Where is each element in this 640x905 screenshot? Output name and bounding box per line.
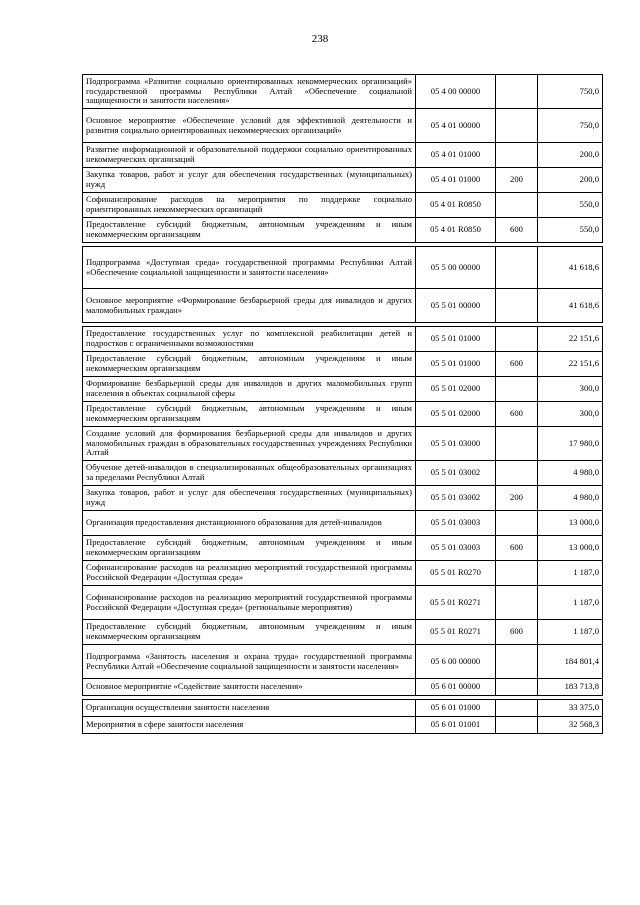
row-vr [496,561,538,586]
row-name: Создание условий для формирования безбарьерной среды для инвалидов и других маломобильных граждан в образовательных государственных учреждениях Республики Алтай [83,427,416,461]
row-vr [496,289,538,323]
row-name: Подпрограмма «Развитие социально ориентированных некоммерческих организаций» государственной программы Республики Алтай «Обеспечение социальной защищенности и занятости населения» [83,75,416,109]
row-amount: 41 618,6 [538,247,603,289]
row-name: Предоставление субсидий бюджетным, автономным учреждениям и иным некоммерческим организациям [83,218,416,243]
table-row [83,561,603,586]
row-name: Закупка товаров, работ и услуг для обеспечения государственных (муниципальных) нужд [83,168,416,193]
table-row [83,620,603,645]
row-code: 05 5 01 03002 [416,461,496,486]
table-row [83,679,603,696]
row-vr: 200 [496,168,538,193]
table-row [83,352,603,377]
row-name: Закупка товаров, работ и услуг для обеспечения государственных (муниципальных) нужд [83,486,416,511]
table-row [83,143,603,168]
row-vr [496,461,538,486]
row-vr: 600 [496,536,538,561]
row-name: Предоставление субсидий бюджетным, автономным учреждениям и иным некоммерческим организациям [83,352,416,377]
row-code: 05 5 01 00000 [416,289,496,323]
row-name: Обучение детей-инвалидов в специализированных общеобразовательных организациях за пределами Республики Алтай [83,461,416,486]
row-vr [496,143,538,168]
row-amount: 200,0 [538,143,603,168]
row-name: Софинансирование расходов на реализацию мероприятий государственной программы Российской Федерации «Доступная среда» (региональные мероприятия) [83,586,416,620]
table-row [83,168,603,193]
row-code: 05 5 01 02000 [416,377,496,402]
row-amount: 550,0 [538,193,603,218]
row-code: 05 5 01 R0270 [416,561,496,586]
row-amount: 300,0 [538,377,603,402]
row-amount: 22 151,6 [538,327,603,352]
row-code: 05 5 01 03000 [416,427,496,461]
row-vr [496,700,538,717]
row-name: Организация осуществления занятости населения [83,700,416,717]
row-code: 05 6 01 00000 [416,679,496,696]
row-vr [496,75,538,109]
row-code: 05 5 01 02000 [416,402,496,427]
table-row [83,377,603,402]
row-amount: 22 151,6 [538,352,603,377]
page-number: 238 [311,33,329,45]
budget-table [82,74,603,734]
budget-table-body [83,75,603,734]
table-row [83,218,603,243]
row-code: 05 4 01 00000 [416,109,496,143]
table-row [83,461,603,486]
row-code: 05 4 01 01000 [416,168,496,193]
row-name: Формирование безбарьерной среды для инвалидов и других маломобильных групп населения в объектах социальной сферы [83,377,416,402]
row-name: Мероприятия в сфере занятости населения [83,717,416,734]
row-amount: 184 801,4 [538,645,603,679]
row-code: 05 5 01 03003 [416,536,496,561]
row-name: Подпрограмма «Занятость населения и охрана труда» государственной программы Республики Алтай «Обеспечение социальной защищенности и занятости населения» [83,645,416,679]
row-vr: 600 [496,352,538,377]
table-row [83,289,603,323]
table-row [83,717,603,734]
row-name: Основное мероприятие «Формирование безбарьерной среды для инвалидов и других маломобильных граждан» [83,289,416,323]
table-row [83,327,603,352]
row-name: Предоставление государственных услуг по комплексной реабилитации детей и подростков с ограниченными возможностями [83,327,416,352]
row-vr [496,327,538,352]
row-vr [496,247,538,289]
row-vr: 600 [496,218,538,243]
row-name: Предоставление субсидий бюджетным, автономным учреждениям и иным некоммерческим организациям [83,620,416,645]
table-row [83,247,603,289]
row-name: Развитие информационной и образовательной поддержки социально ориентированных некоммерческих организаций [83,143,416,168]
row-vr [496,109,538,143]
row-vr [496,511,538,536]
row-code: 05 4 00 00000 [416,75,496,109]
row-amount: 550,0 [538,218,603,243]
table-row [83,586,603,620]
row-amount: 200,0 [538,168,603,193]
table-row [83,536,603,561]
row-name: Организация предоставления дистанционного образования для детей-инвалидов [83,511,416,536]
row-code: 05 6 00 00000 [416,645,496,679]
row-amount: 750,0 [538,75,603,109]
table-row [83,402,603,427]
row-name: Подпрограмма «Доступная среда» государственной программы Республики Алтай «Обеспечение социальной защищенности и занятости населения» [83,247,416,289]
row-code: 05 6 01 01001 [416,717,496,734]
row-code: 05 5 01 01000 [416,327,496,352]
row-code: 05 4 01 R0850 [416,193,496,218]
table-row [83,427,603,461]
table-row [83,109,603,143]
row-vr [496,377,538,402]
table-row [83,193,603,218]
row-amount: 4 980,0 [538,461,603,486]
row-name: Основное мероприятие «Обеспечение условий для эффективной деятельности и развития социально ориентированных некоммерческих организаций» [83,109,416,143]
row-name: Софинансирование расходов на мероприятия по поддержке социально ориентированных некоммерческих организаций [83,193,416,218]
row-code: 05 5 00 00000 [416,247,496,289]
row-vr [496,427,538,461]
table-row [83,75,603,109]
row-amount: 4 980,0 [538,486,603,511]
row-vr [496,193,538,218]
row-vr [496,717,538,734]
row-name: Предоставление субсидий бюджетным, автономным учреждениям и иным некоммерческим организациям [83,536,416,561]
row-amount: 1 187,0 [538,586,603,620]
row-amount: 13 000,0 [538,536,603,561]
row-amount: 750,0 [538,109,603,143]
row-vr [496,645,538,679]
row-name: Софинансирование расходов на реализацию мероприятий государственной программы Российской Федерации «Доступная среда» [83,561,416,586]
row-amount: 13 000,0 [538,511,603,536]
table-row [83,700,603,717]
row-amount: 32 568,3 [538,717,603,734]
row-vr: 600 [496,402,538,427]
row-name: Предоставление субсидий бюджетным, автономным учреждениям и иным некоммерческим организациям [83,402,416,427]
row-vr [496,679,538,696]
row-code: 05 5 01 R0271 [416,620,496,645]
row-code: 05 4 01 01000 [416,143,496,168]
row-amount: 300,0 [538,402,603,427]
row-vr [496,586,538,620]
row-code: 05 6 01 01000 [416,700,496,717]
table-row [83,645,603,679]
row-amount: 183 713,8 [538,679,603,696]
row-amount: 1 187,0 [538,561,603,586]
row-amount: 1 187,0 [538,620,603,645]
row-amount: 33 375,0 [538,700,603,717]
row-code: 05 5 01 03003 [416,511,496,536]
row-amount: 41 618,6 [538,289,603,323]
row-code: 05 5 01 R0271 [416,586,496,620]
row-code: 05 5 01 03002 [416,486,496,511]
row-vr: 600 [496,620,538,645]
row-vr: 200 [496,486,538,511]
row-name: Основное мероприятие «Содействие занятости населения» [83,679,416,696]
row-code: 05 5 01 01000 [416,352,496,377]
row-code: 05 4 01 R0850 [416,218,496,243]
table-row [83,486,603,511]
table-row [83,511,603,536]
row-amount: 17 980,0 [538,427,603,461]
